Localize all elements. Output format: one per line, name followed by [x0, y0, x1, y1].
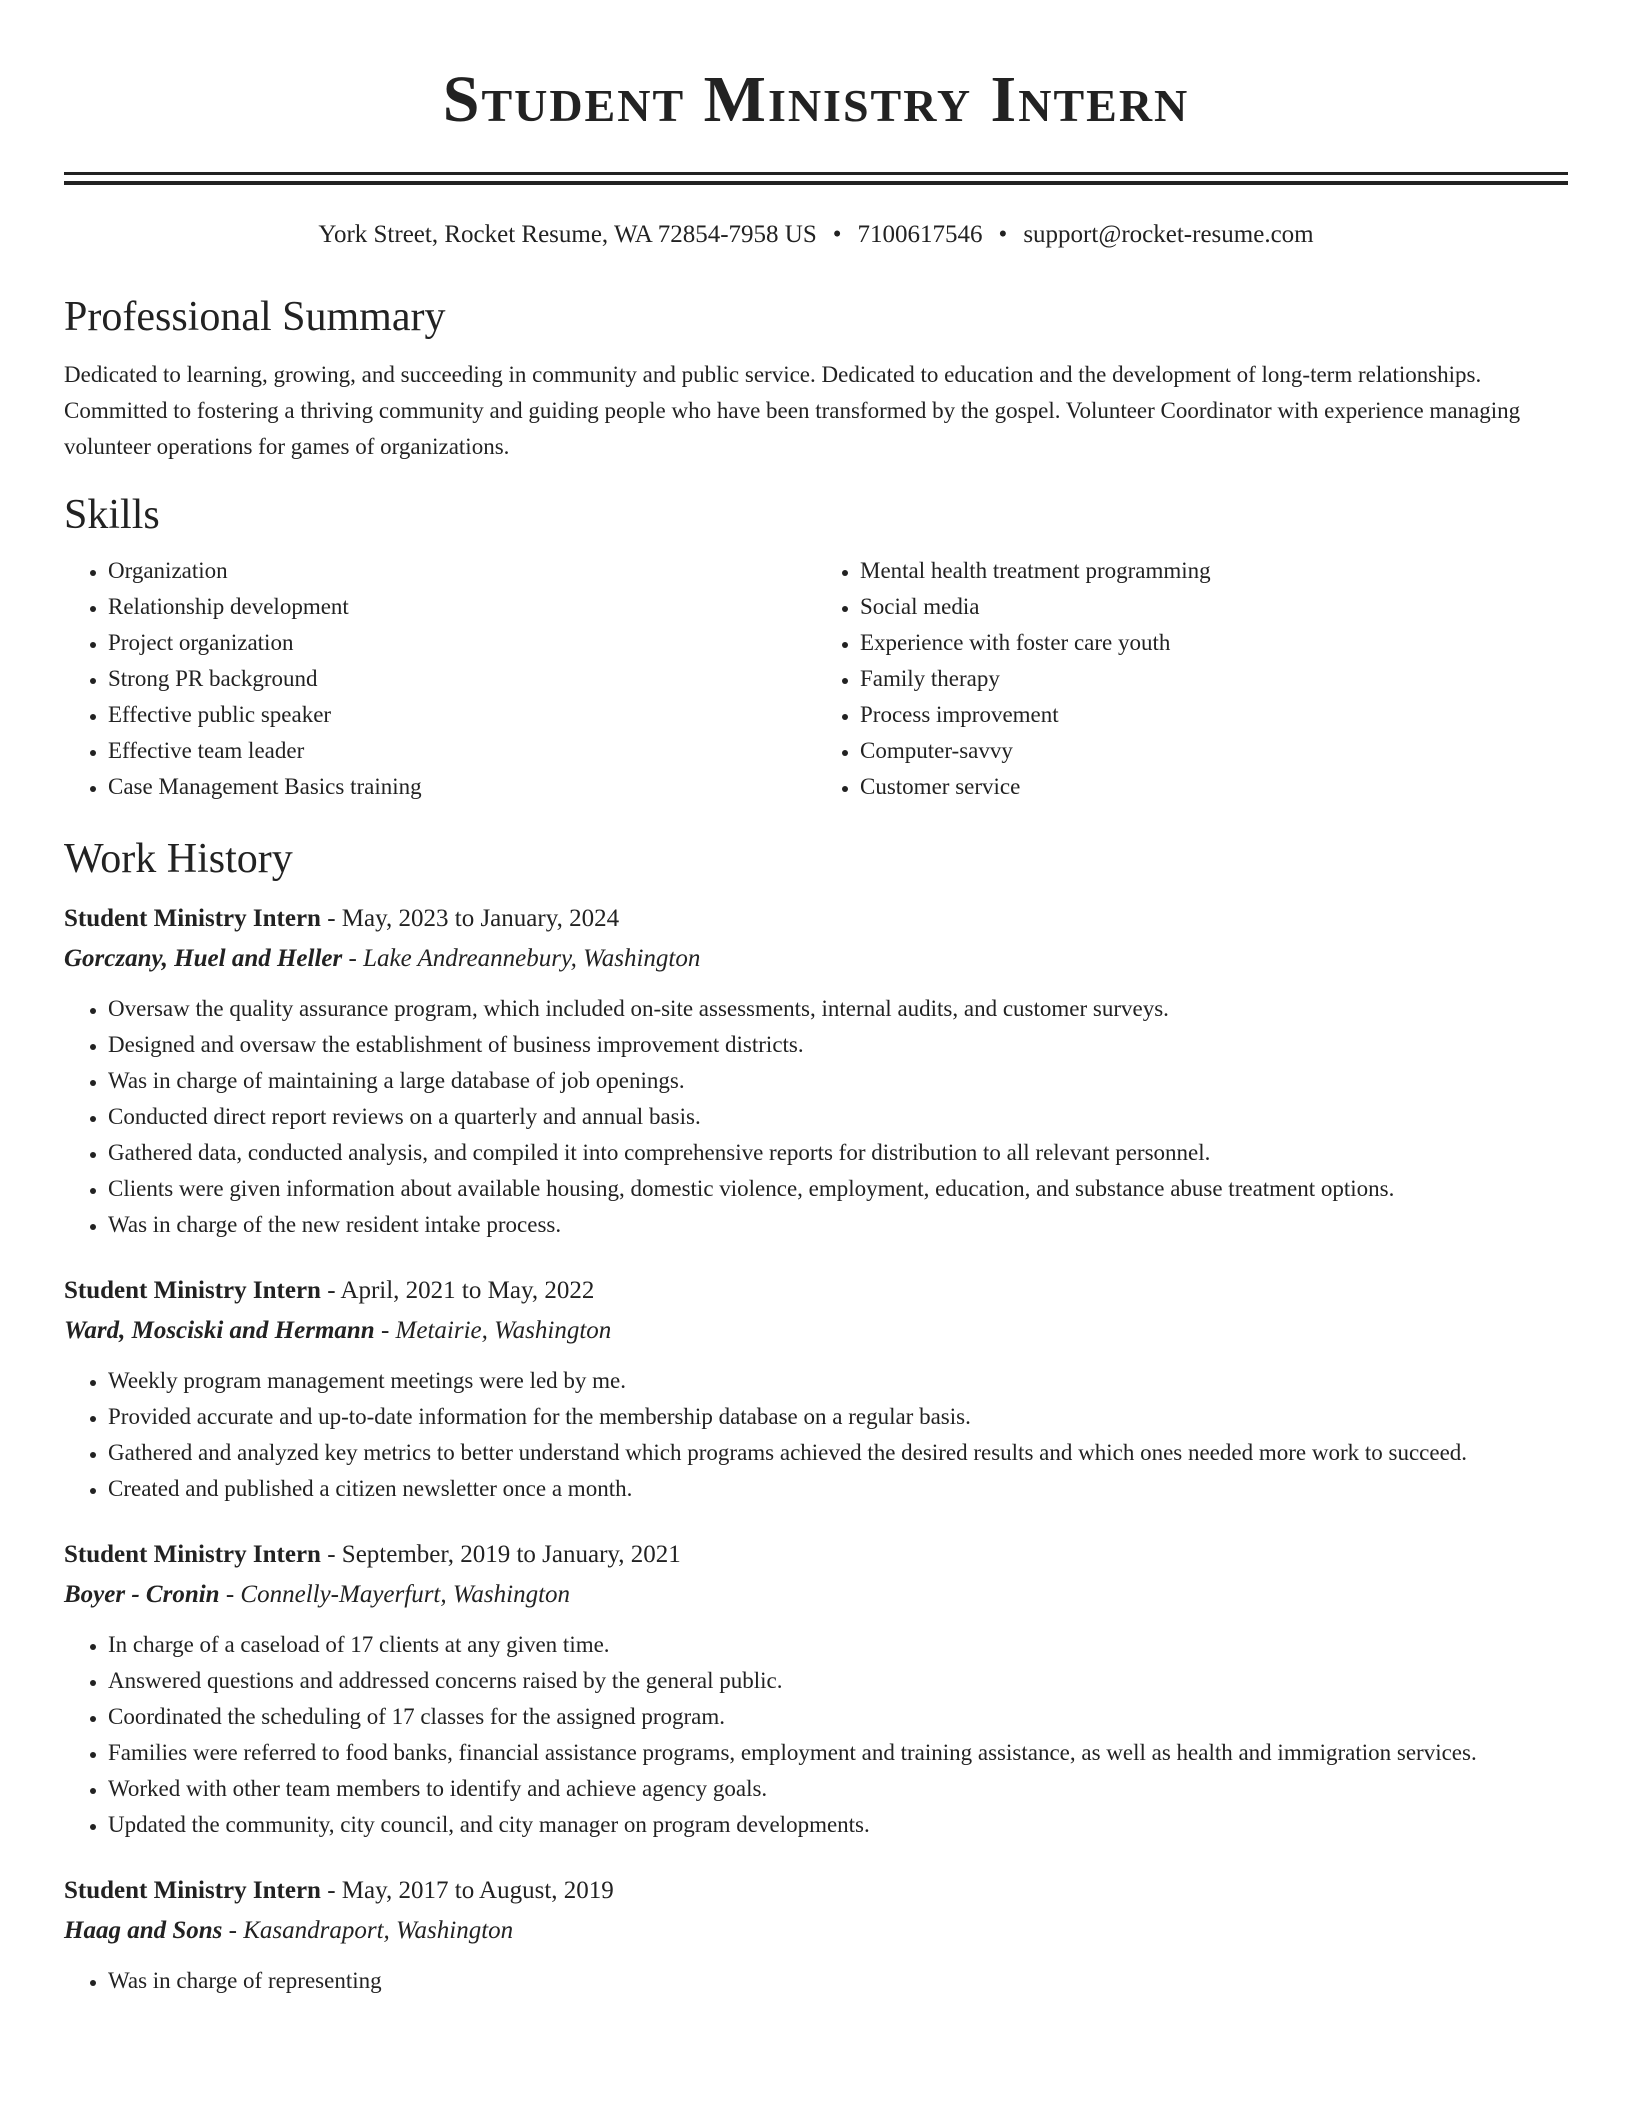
- job-entry: [64, 1871, 1568, 1999]
- job-bullet: • In charge of a caseload of 17 clients at any given time.: [108, 1627, 1568, 1663]
- job-bullet: • Conducted direct report reviews on a quarterly and annual basis.: [108, 1099, 1568, 1135]
- job-bullet: • Worked with other team members to identify and achieve agency goals.: [108, 1771, 1568, 1807]
- skill-item: • Effective public speaker: [108, 697, 816, 733]
- job-title-line: [64, 1271, 1568, 1311]
- job-bullets: [64, 991, 1568, 1243]
- skill-item: • Process improvement: [860, 697, 1568, 733]
- skill-item: • Organization: [108, 553, 816, 589]
- job-company-line: [64, 1311, 1568, 1351]
- job-bullet: • Families were referred to food banks, financial assistance programs, employment and training assistance, as well as health and immigration services.: [108, 1735, 1568, 1771]
- job-bullet: • Oversaw the quality assurance program, which included on-site assessments, internal audits, and customer surveys.: [108, 991, 1568, 1027]
- job-title-line: [64, 1871, 1568, 1911]
- job-company-line: [64, 1911, 1568, 1951]
- job-bullet: • Was in charge of maintaining a large database of job openings.: [108, 1063, 1568, 1099]
- job-title-line: [64, 1535, 1568, 1575]
- job-company: Haag and Sons: [64, 1917, 223, 1944]
- job-title-line: [64, 899, 1568, 939]
- job-bullets: [64, 1363, 1568, 1507]
- job-bullet: • Coordinated the scheduling of 17 classes for the assigned program.: [108, 1699, 1568, 1735]
- job-entry: [64, 1535, 1568, 1843]
- skill-item: • Case Management Basics training: [108, 769, 816, 805]
- job-location: - Kasandraport, Washington: [222, 1917, 514, 1944]
- skill-item: • Computer-savvy: [860, 733, 1568, 769]
- job-bullets: [64, 1963, 1568, 1999]
- skill-item: • Social media: [860, 589, 1568, 625]
- contact-separator: •: [998, 221, 1008, 248]
- job-bullet: • Weekly program management meetings were led by me.: [108, 1363, 1568, 1399]
- work-history-list: [64, 899, 1568, 1999]
- skill-item: • Effective team leader: [108, 733, 816, 769]
- job-dates: - September, 2019 to January, 2021: [320, 1541, 681, 1568]
- job-location: - Connelly-Mayerfurt, Washington: [219, 1581, 571, 1608]
- job-company: Gorczany, Huel and Heller: [64, 945, 343, 972]
- job-bullet: • Updated the community, city council, and city manager on program developments.: [108, 1807, 1568, 1843]
- job-bullet: • Was in charge of the new resident intake process.: [108, 1207, 1568, 1243]
- skill-item: • Experience with foster care youth: [860, 625, 1568, 661]
- contact-line: [64, 219, 1568, 251]
- skills-heading: Skills: [64, 492, 160, 538]
- job-bullet: • Answered questions and addressed concerns raised by the general public.: [108, 1663, 1568, 1699]
- job-entry: [64, 1271, 1568, 1507]
- job-bullets: [64, 1627, 1568, 1843]
- job-bullet: • Provided accurate and up-to-date information for the membership database on a regular basis.: [108, 1399, 1568, 1435]
- job-title: Student Ministry Intern: [64, 1877, 321, 1904]
- skill-item: • Relationship development: [108, 589, 816, 625]
- resume-content: [64, 0, 1568, 1999]
- job-location: - Metairie, Washington: [374, 1317, 612, 1344]
- job-bullet: • Gathered and analyzed key metrics to better understand which programs achieved the desired results and which ones needed more work to succeed.: [108, 1435, 1568, 1471]
- job-dates: - May, 2023 to January, 2024: [320, 905, 620, 932]
- skill-item: • Customer service: [860, 769, 1568, 805]
- job-company-line: [64, 939, 1568, 979]
- job-bullet: • Created and published a citizen newsletter once a month.: [108, 1471, 1568, 1507]
- contact-phone: 7100617546: [857, 221, 983, 248]
- skills-list-right: [816, 553, 1568, 805]
- summary-heading: Professional Summary: [64, 294, 446, 340]
- job-dates: - April, 2021 to May, 2022: [320, 1277, 595, 1304]
- skill-item: • Family therapy: [860, 661, 1568, 697]
- skill-item: • Project organization: [108, 625, 816, 661]
- contact-separator: •: [832, 221, 842, 248]
- header-rule-bottom: [64, 181, 1568, 185]
- contact-email: support@rocket-resume.com: [1023, 221, 1314, 248]
- job-company: Ward, Mosciski and Hermann: [64, 1317, 375, 1344]
- summary-text: Dedicated to learning, growing, and succeeding in community and public service. Dedicated to education and the development of long-term relationships. Committed to fostering a thriving community and guiding people who have been transformed by the gospel. Volunteer Coordinator with experience managing volunteer operations for games of organizations.: [64, 362, 1521, 459]
- job-bullet: • Clients were given information about available housing, domestic violence, employment, education, and substance abuse treatment options.: [108, 1171, 1568, 1207]
- skill-item: • Strong PR background: [108, 661, 816, 697]
- skills-list-left: [64, 553, 816, 805]
- job-title: Student Ministry Intern: [64, 905, 321, 932]
- skills-column-right: [816, 553, 1568, 805]
- job-bullet: • Gathered data, conducted analysis, and compiled it into comprehensive reports for distribution to all relevant personnel.: [108, 1135, 1568, 1171]
- header-rule-top: [64, 172, 1568, 175]
- job-dates: - May, 2017 to August, 2019: [320, 1877, 614, 1904]
- job-entry: [64, 899, 1568, 1243]
- contact-address: York Street, Rocket Resume, WA 72854-7958 US: [318, 221, 817, 248]
- skills-list: [64, 553, 1568, 805]
- candidate-name: Student Ministry Intern: [442, 63, 1190, 136]
- job-bullet: • Designed and oversaw the establishment of business improvement districts.: [108, 1027, 1568, 1063]
- work-history-heading: Work History: [64, 836, 293, 882]
- job-location: - Lake Andreannebury, Washington: [342, 945, 701, 972]
- skill-item: • Mental health treatment programming: [860, 553, 1568, 589]
- job-title: Student Ministry Intern: [64, 1541, 321, 1568]
- skills-column-left: [64, 553, 816, 805]
- job-company: Boyer - Cronin: [64, 1581, 220, 1608]
- job-bullet: • Was in charge of representing: [108, 1963, 1568, 1999]
- job-title: Student Ministry Intern: [64, 1277, 321, 1304]
- job-company-line: [64, 1575, 1568, 1615]
